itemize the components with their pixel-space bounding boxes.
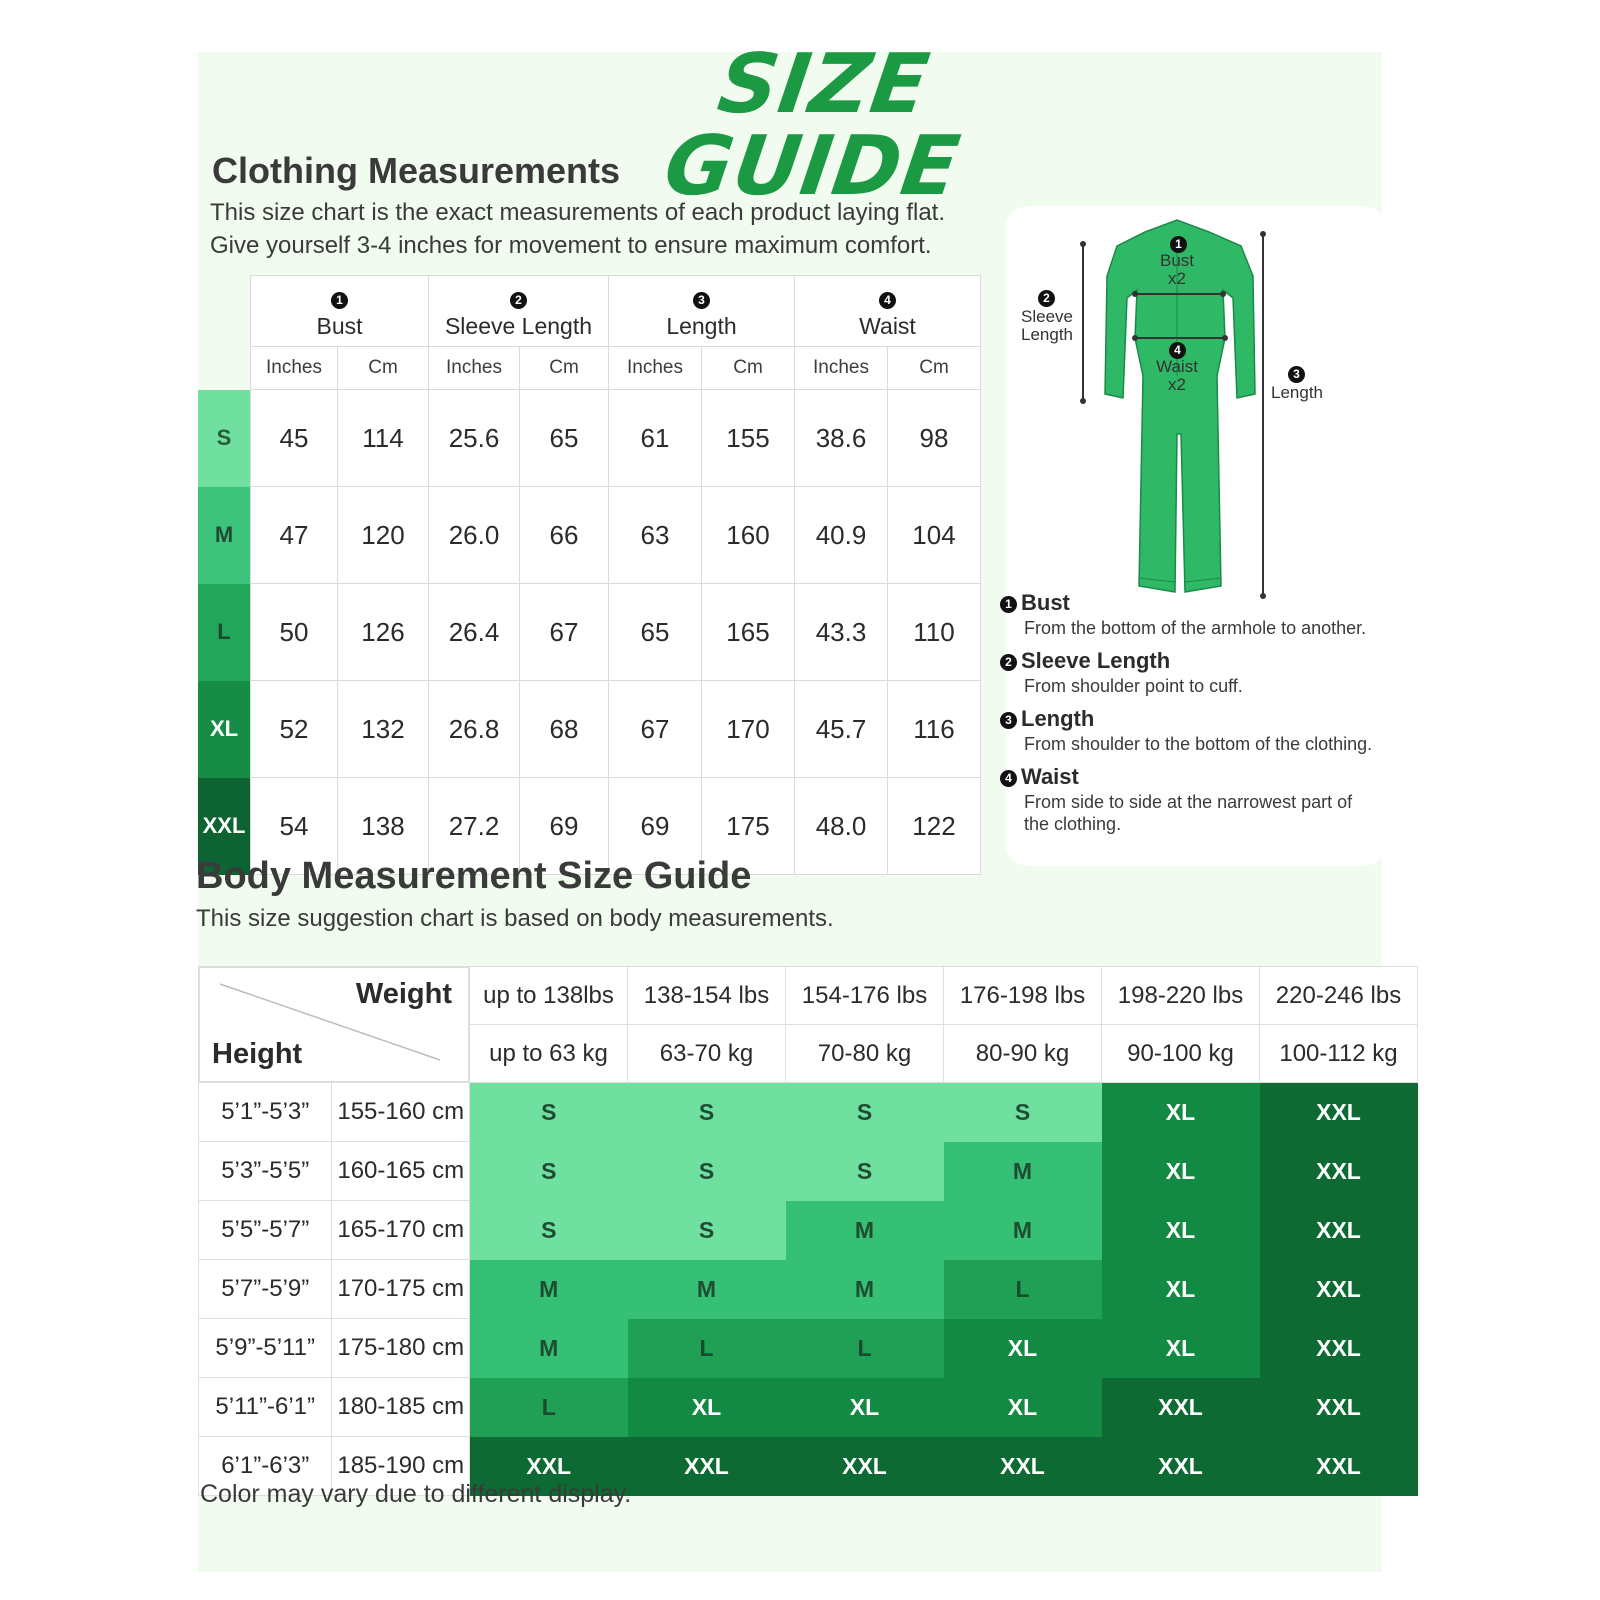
group-number-badge: 3 [693, 292, 710, 309]
unit-header-cell: Cm [888, 347, 981, 390]
height-cm: 165-170 cm [332, 1201, 470, 1260]
height-feet: 5’9”-5’11” [199, 1319, 332, 1378]
size-cell: XL [1102, 1142, 1260, 1201]
height-feet: 5’1”-5’3” [199, 1083, 332, 1142]
clothing-measurements-table [198, 275, 981, 875]
definition-number-badge: 4 [1000, 770, 1017, 787]
size-cell: S [628, 1142, 786, 1201]
table-corner [198, 347, 251, 390]
corner-cell [199, 967, 469, 1082]
measurement-cell: 25.6 [429, 390, 520, 487]
size-cell: S [628, 1201, 786, 1260]
unit-header-cell: Cm [338, 347, 429, 390]
size-cell: XXL [1102, 1378, 1260, 1437]
definition-label: Waist [1021, 764, 1079, 789]
group-sleeve-length [429, 276, 609, 347]
size-cell: XXL [628, 1437, 786, 1496]
group-bust [251, 276, 429, 347]
measurement-cell: 45.7 [795, 681, 888, 778]
definition-label: Sleeve Length [1021, 648, 1171, 673]
size-cell: XL [1102, 1201, 1260, 1260]
measurement-cell: 122 [888, 778, 981, 875]
size-cell: M [786, 1201, 944, 1260]
size-cell: XXL [1260, 1437, 1418, 1496]
measurement-cell: 104 [888, 487, 981, 584]
measurement-group-header [198, 276, 981, 347]
measurement-cell: 65 [609, 584, 702, 681]
definition-text: From shoulder to the bottom of the clothing. [1024, 734, 1373, 754]
body-desc: This size suggestion chart is based on body measurements. [196, 905, 834, 932]
size-cell: XXL [470, 1437, 628, 1496]
unit-header-cell: Inches [429, 347, 520, 390]
weight-kg-header: 70-80 kg [786, 1025, 944, 1083]
measurement-cell: 120 [338, 487, 429, 584]
height-label: Height [212, 1038, 303, 1070]
measurement-cell: 52 [251, 681, 338, 778]
measurement-cell: 63 [609, 487, 702, 584]
size-cell: L [628, 1319, 786, 1378]
weight-lbs-header: 154-176 lbs [786, 967, 944, 1025]
measurement-cell: 48.0 [795, 778, 888, 875]
size-cell: XL [786, 1378, 944, 1437]
group-label: Waist [859, 313, 916, 339]
size-label: XXL [198, 778, 251, 875]
group-waist [795, 276, 981, 347]
size-cell: S [786, 1083, 944, 1142]
measurement-cell: 26.0 [429, 487, 520, 584]
measurement-cell: 110 [888, 584, 981, 681]
size-cell: M [786, 1260, 944, 1319]
size-cell: S [628, 1083, 786, 1142]
size-cell: XXL [786, 1437, 944, 1496]
measurement-cell: 54 [251, 778, 338, 875]
measurement-cell: 170 [702, 681, 795, 778]
body-measurement-table [198, 966, 1418, 1496]
measurement-cell: 27.2 [429, 778, 520, 875]
size-cell: XXL [1260, 1083, 1418, 1142]
unit-header-cell: Inches [795, 347, 888, 390]
footer-note: Color may vary due to different display. [200, 1480, 632, 1508]
diagram-bust-label: Bust x2 [1159, 251, 1195, 288]
table-row [198, 584, 981, 681]
group-number-badge: 1 [331, 292, 348, 309]
size-cell: XL [944, 1378, 1102, 1437]
measurement-cell: 43.3 [795, 584, 888, 681]
weight-label: Weight [355, 978, 452, 1010]
definition-label: Length [1021, 706, 1095, 731]
measurement-cell: 155 [702, 390, 795, 487]
weight-height-corner [199, 967, 470, 1083]
unit-header-cell: Cm [702, 347, 795, 390]
measurement-cell: 126 [338, 584, 429, 681]
measurement-cell: 132 [338, 681, 429, 778]
bust-number-badge: 1 [1170, 236, 1187, 253]
measurement-cell: 160 [702, 487, 795, 584]
height-feet: 5’7”-5’9” [199, 1260, 332, 1319]
table-row [199, 1319, 1418, 1378]
unit-header-cell: Inches [251, 347, 338, 390]
measurement-cell: 69 [609, 778, 702, 875]
height-cm: 185-190 cm [332, 1437, 470, 1496]
measurement-cell: 116 [888, 681, 981, 778]
measurement-cell: 138 [338, 778, 429, 875]
weight-lbs-header: 176-198 lbs [944, 967, 1102, 1025]
measurement-cell: 175 [702, 778, 795, 875]
height-feet: 6’1”-6’3” [199, 1437, 332, 1496]
weight-kg-header: up to 63 kg [470, 1025, 628, 1083]
measurement-cell: 165 [702, 584, 795, 681]
weight-kg-header: 80-90 kg [944, 1025, 1102, 1083]
size-cell: XXL [944, 1437, 1102, 1496]
height-cm: 180-185 cm [332, 1378, 470, 1437]
measurement-cell: 50 [251, 584, 338, 681]
size-cell: XXL [1260, 1142, 1418, 1201]
table-row [199, 1142, 1418, 1201]
size-cell: M [944, 1142, 1102, 1201]
weight-kg-header: 90-100 kg [1102, 1025, 1260, 1083]
height-feet: 5’3”-5’5” [199, 1142, 332, 1201]
definition-title [1000, 764, 1079, 790]
unit-header [198, 347, 981, 390]
measurement-cell: 61 [609, 390, 702, 487]
definition-text: From side to side at the narrowest part of the clothing. [1024, 792, 1353, 834]
size-cell: XL [1102, 1083, 1260, 1142]
clothing-desc-1: This size chart is the exact measurements of each product laying flat. [210, 199, 946, 226]
size-cell: XXL [1260, 1378, 1418, 1437]
measurement-cell: 69 [520, 778, 609, 875]
size-cell: S [470, 1201, 628, 1260]
table-row [198, 487, 981, 584]
size-cell: S [470, 1142, 628, 1201]
measurement-cell: 45 [251, 390, 338, 487]
size-cell: XXL [1260, 1260, 1418, 1319]
weight-lbs-header: 198-220 lbs [1102, 967, 1260, 1025]
length-number-badge: 3 [1288, 366, 1305, 383]
weight-lbs-header: 220-246 lbs [1260, 967, 1418, 1025]
measurement-cell: 66 [520, 487, 609, 584]
measurement-cell: 68 [520, 681, 609, 778]
size-cell: M [470, 1260, 628, 1319]
size-cell: S [470, 1083, 628, 1142]
table-row [199, 1260, 1418, 1319]
measurement-cell: 67 [609, 681, 702, 778]
size-label: XL [198, 681, 251, 778]
table-corner [198, 276, 251, 347]
weight-kg-header: 63-70 kg [628, 1025, 786, 1083]
size-cell: S [944, 1083, 1102, 1142]
table-row [198, 681, 981, 778]
clothing-heading: Clothing Measurements [212, 150, 621, 191]
group-label: Sleeve Length [444, 313, 593, 339]
clothing-desc-2: Give yourself 3-4 inches for movement to ensure maximum comfort. [210, 232, 932, 259]
definition-text: From shoulder point to cuff. [1024, 676, 1243, 696]
definition-number-badge: 1 [1000, 596, 1017, 613]
measurement-cell: 40.9 [795, 487, 888, 584]
definition-title [1000, 590, 1070, 616]
measurement-cell: 98 [888, 390, 981, 487]
sleeve-number-badge: 2 [1038, 290, 1055, 307]
height-cm: 155-160 cm [332, 1083, 470, 1142]
diagram-sleeve-label: Sleeve Length [1021, 307, 1073, 344]
size-cell: XXL [1102, 1437, 1260, 1496]
table-row [198, 390, 981, 487]
weight-kg-header: 100-112 kg [1260, 1025, 1418, 1083]
definition-number-badge: 3 [1000, 712, 1017, 729]
definition-text: From the bottom of the armhole to another. [1024, 618, 1367, 638]
group-label: Length [666, 313, 737, 339]
measurement-cell: 67 [520, 584, 609, 681]
height-cm: 175-180 cm [332, 1319, 470, 1378]
size-cell: S [786, 1142, 944, 1201]
size-cell: XL [944, 1319, 1102, 1378]
group-length [609, 276, 795, 347]
measurement-cell: 38.6 [795, 390, 888, 487]
body-heading: Body Measurement Size Guide [196, 855, 752, 897]
size-cell: L [944, 1260, 1102, 1319]
waist-number-badge: 4 [1169, 342, 1186, 359]
size-cell: XL [628, 1378, 786, 1437]
weight-lbs-header: up to 138lbs [470, 967, 628, 1025]
group-label: Bust [316, 313, 363, 339]
size-cell: XXL [1260, 1319, 1418, 1378]
height-cm: 170-175 cm [332, 1260, 470, 1319]
measurement-cell: 26.8 [429, 681, 520, 778]
height-cm: 160-165 cm [332, 1142, 470, 1201]
weight-lbs-header: 138-154 lbs [628, 967, 786, 1025]
diagram-waist-label: Waist x2 [1156, 357, 1198, 394]
size-cell: XXL [1260, 1201, 1418, 1260]
size-cell: XL [1102, 1319, 1260, 1378]
table-row [199, 1083, 1418, 1142]
unit-header-cell: Inches [609, 347, 702, 390]
table-row [199, 1378, 1418, 1437]
size-cell: L [786, 1319, 944, 1378]
definition-label: Bust [1021, 590, 1070, 615]
table-row [199, 1201, 1418, 1260]
size-label: L [198, 584, 251, 681]
size-cell: M [944, 1201, 1102, 1260]
size-cell: M [628, 1260, 786, 1319]
size-cell: XL [1102, 1260, 1260, 1319]
measurement-cell: 47 [251, 487, 338, 584]
definition-title [1000, 648, 1170, 674]
definition-number-badge: 2 [1000, 654, 1017, 671]
measurement-cell: 65 [520, 390, 609, 487]
group-number-badge: 4 [879, 292, 896, 309]
size-label: S [198, 390, 251, 487]
page-title: SIZE GUIDE [658, 37, 966, 214]
height-feet: 5’5”-5’7” [199, 1201, 332, 1260]
size-cell: L [470, 1378, 628, 1437]
definition-title [1000, 706, 1094, 732]
measurement-cell: 26.4 [429, 584, 520, 681]
group-number-badge: 2 [510, 292, 527, 309]
diagram-length-label: Length [1271, 383, 1323, 402]
size-cell: M [470, 1319, 628, 1378]
unit-header-cell: Cm [520, 347, 609, 390]
measurement-cell: 114 [338, 390, 429, 487]
size-label: M [198, 487, 251, 584]
height-feet: 5’11”-6’1” [199, 1378, 332, 1437]
